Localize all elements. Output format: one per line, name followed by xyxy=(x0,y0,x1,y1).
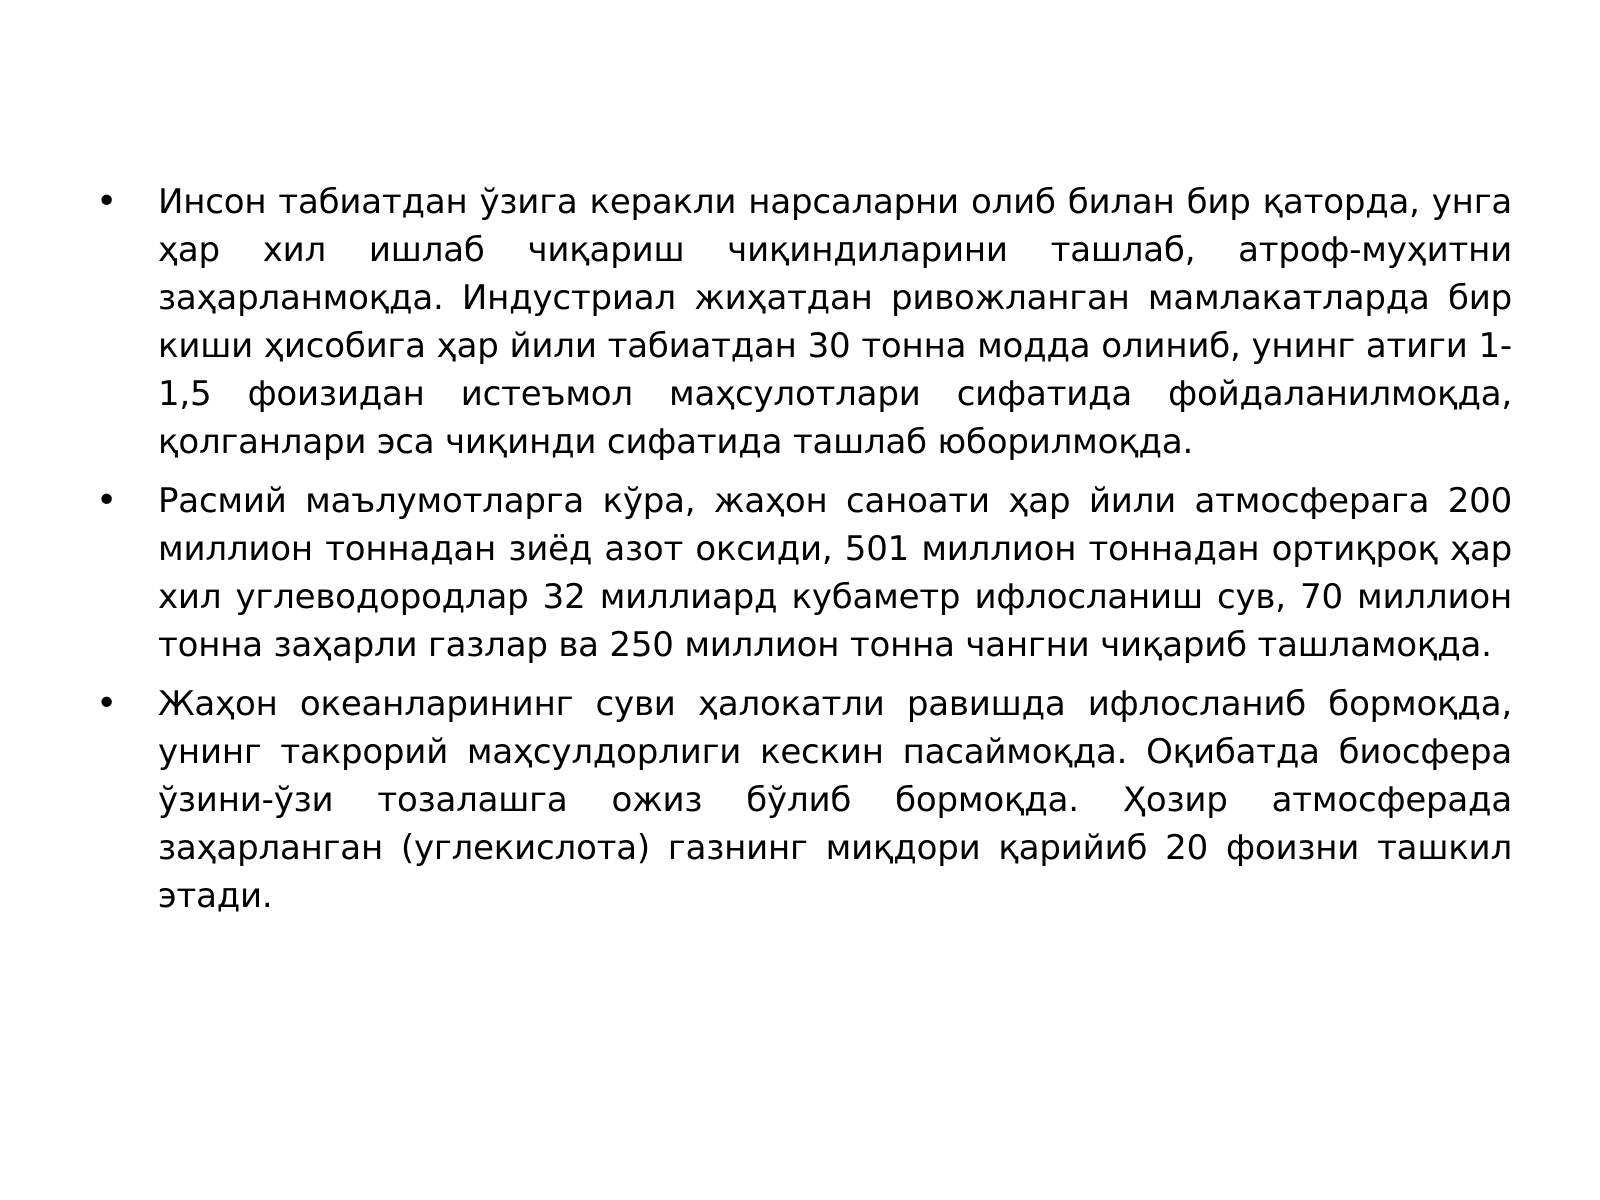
bullet-item-2 xyxy=(96,477,1512,669)
bullet-text: Расмий маълумотларга кўра, жаҳон саноати ҳар йили атмосферага 200 миллион тоннадан зиёд азот оксиди, 501 миллион тоннадан ортиқроқ ҳар хил углеводородлар 32 миллиард кубаметр ифлосланиш сув, 70 миллион тонна заҳарли газлар ва 250 миллион тонна чангни чиқариб ташламоқда. xyxy=(158,481,1512,665)
bullet-list xyxy=(96,178,1512,920)
bullet-item-3 xyxy=(96,680,1512,920)
slide-content xyxy=(96,178,1512,931)
bullet-marker: • xyxy=(96,480,118,521)
bullet-marker: • xyxy=(96,181,118,222)
bullet-text: Инсон табиатдан ўзига керакли нарсаларни олиб билан бир қаторда, унга ҳар хил ишлаб чиқариш чиқиндиларини ташлаб, атроф-муҳитни заҳарланмоқда. Индустриал жиҳатдан ривожланган мамлакатларда бир киши ҳисобига ҳар йили табиатдан 30 тонна модда олиниб, унинг атиги 1-1,5 фоизидан истеъмол маҳсулотлари сифатида фойдаланилмоқда, қолганлари эса чиқинди сифатида ташлаб юборилмоқда. xyxy=(158,182,1512,462)
bullet-marker: • xyxy=(96,683,118,724)
bullet-item-1 xyxy=(96,178,1512,466)
bullet-text: Жаҳон океанларининг суви ҳалокатли равишда ифлосланиб бормоқда, унинг такрорий маҳсулдорлиги кескин пасаймоқда. Оқибатда биосфера ўзини-ўзи тозалашга ожиз бўлиб бормоқда. Ҳозир атмосферада заҳарланган (углекислота) газнинг миқдори қарийиб 20 фоизни ташкил этади. xyxy=(158,684,1512,916)
